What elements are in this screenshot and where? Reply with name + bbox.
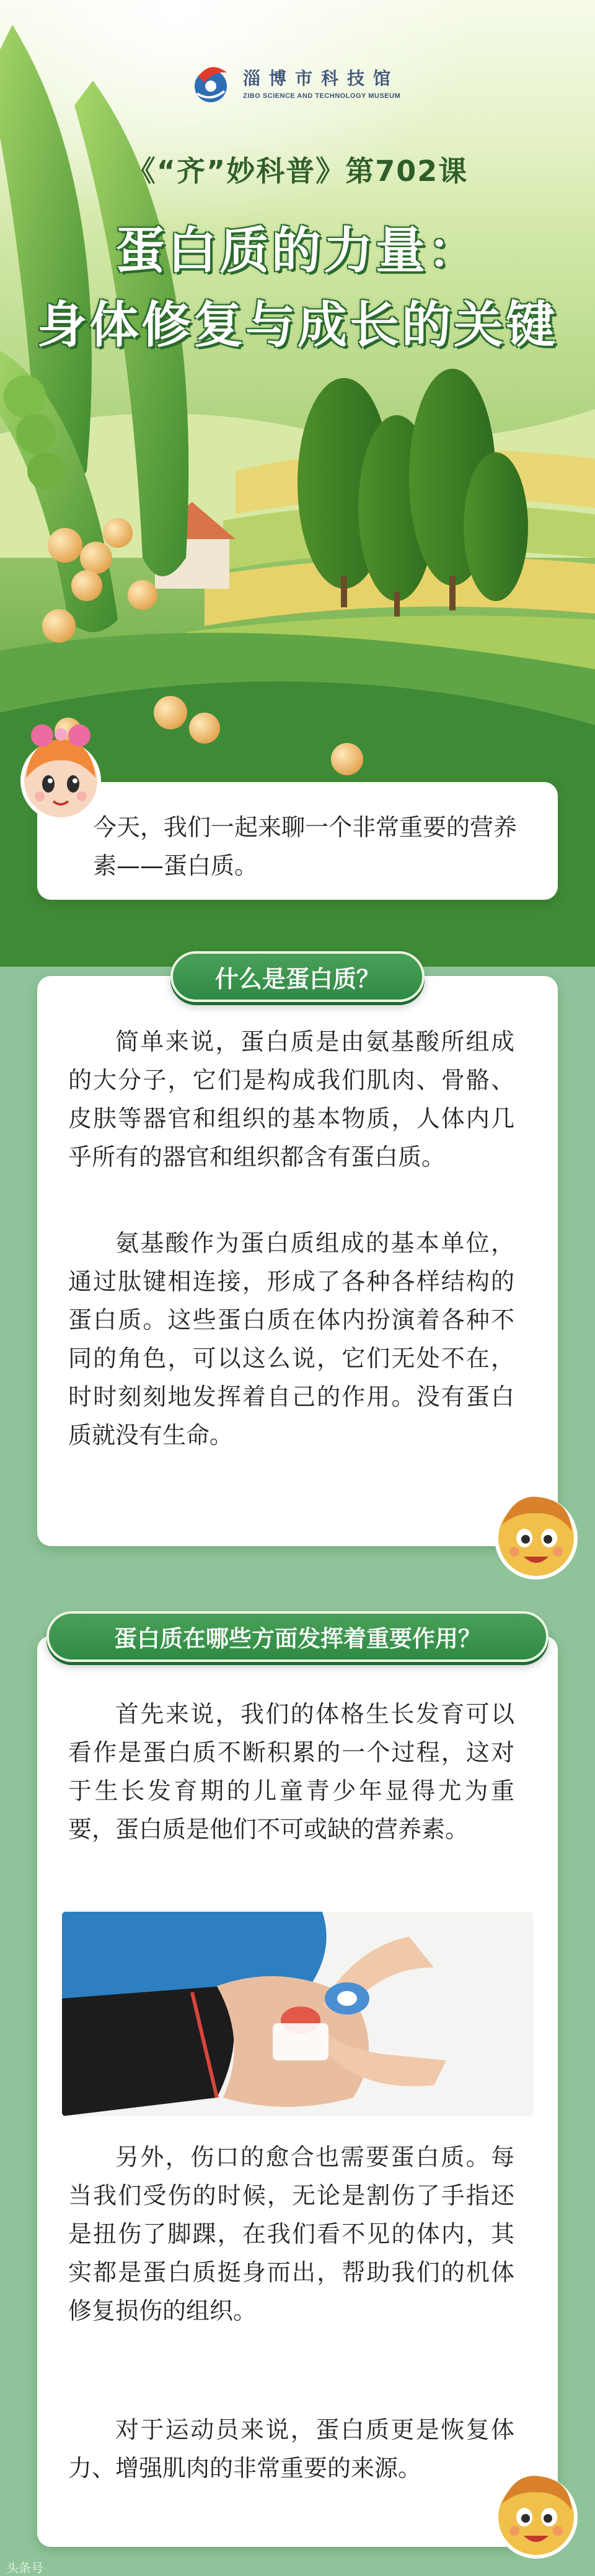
section2-paragraph-1: 首先来说，我们的体格生长发育可以看作是蛋白质不断积累的一个过程，这对于生长发育期的儿童青少年显得尤为重要，蛋白质是他们不可或缺的营养素。 <box>68 1700 514 1843</box>
section1-paragraph-1: 简单来说，蛋白质是由氨基酸所组成的大分子，它们是构成我们肌肉、骨骼、皮肤等器官和组织的基本物质，人体内几乎所有的器官和组织都含有蛋白质。 <box>68 1028 514 1171</box>
section2-paragraph-2: 另外，伤口的愈合也需要蛋白质。每当我们受伤的时候，无论是割伤了手指还是扭伤了脚踝，在我们看不见的体内，其实都是蛋白质挺身而出，帮助我们的机体修复损伤的组织。 <box>68 2143 514 2324</box>
page-title-line2: 身体修复与成长的关键 <box>37 296 558 354</box>
museum-logo-icon <box>186 58 236 107</box>
boy-mascot-icon <box>490 2466 583 2565</box>
section-heading-what-is-protein: 什么是蛋白质？ <box>170 951 425 1002</box>
watermark: 头条号 <box>6 2561 43 2575</box>
section2-paragraph-3: 对于运动员来说，蛋白质更是恢复体力、增强肌肉的非常重要的来源。 <box>68 2416 514 2482</box>
boy-mascot-icon <box>490 1487 583 1586</box>
page-title-line1: 蛋白质的力量： <box>115 222 480 279</box>
intro-text: 今天，我们一起来聊一个非常重要的营养素——蛋白质。 <box>93 814 518 879</box>
museum-logo <box>186 55 421 110</box>
section1-paragraph-2: 氨基酸作为蛋白质组成的基本单位，通过肽键相连接，形成了各种各样结构的蛋白质。这些蛋白质在体内扮演着各种不同的角色，可以这么说，它们无处不在，时时刻刻地发挥着自己的作用。没有蛋白质就没有生命。 <box>68 1229 514 1449</box>
section-heading-protein-roles: 蛋白质在哪些方面发挥着重要作用？ <box>46 1611 549 1662</box>
girl-mascot-icon <box>17 722 104 827</box>
museum-name-cn: 淄博市科技馆 <box>243 68 400 89</box>
museum-name-en: ZIBO SCIENCE AND TECHNOLOGY MUSEUM <box>243 92 401 100</box>
knee-bandage-photo <box>62 1912 533 2116</box>
lesson-number: 《“齐”妙科普》第702课 <box>126 154 469 188</box>
intro-card <box>37 782 558 900</box>
